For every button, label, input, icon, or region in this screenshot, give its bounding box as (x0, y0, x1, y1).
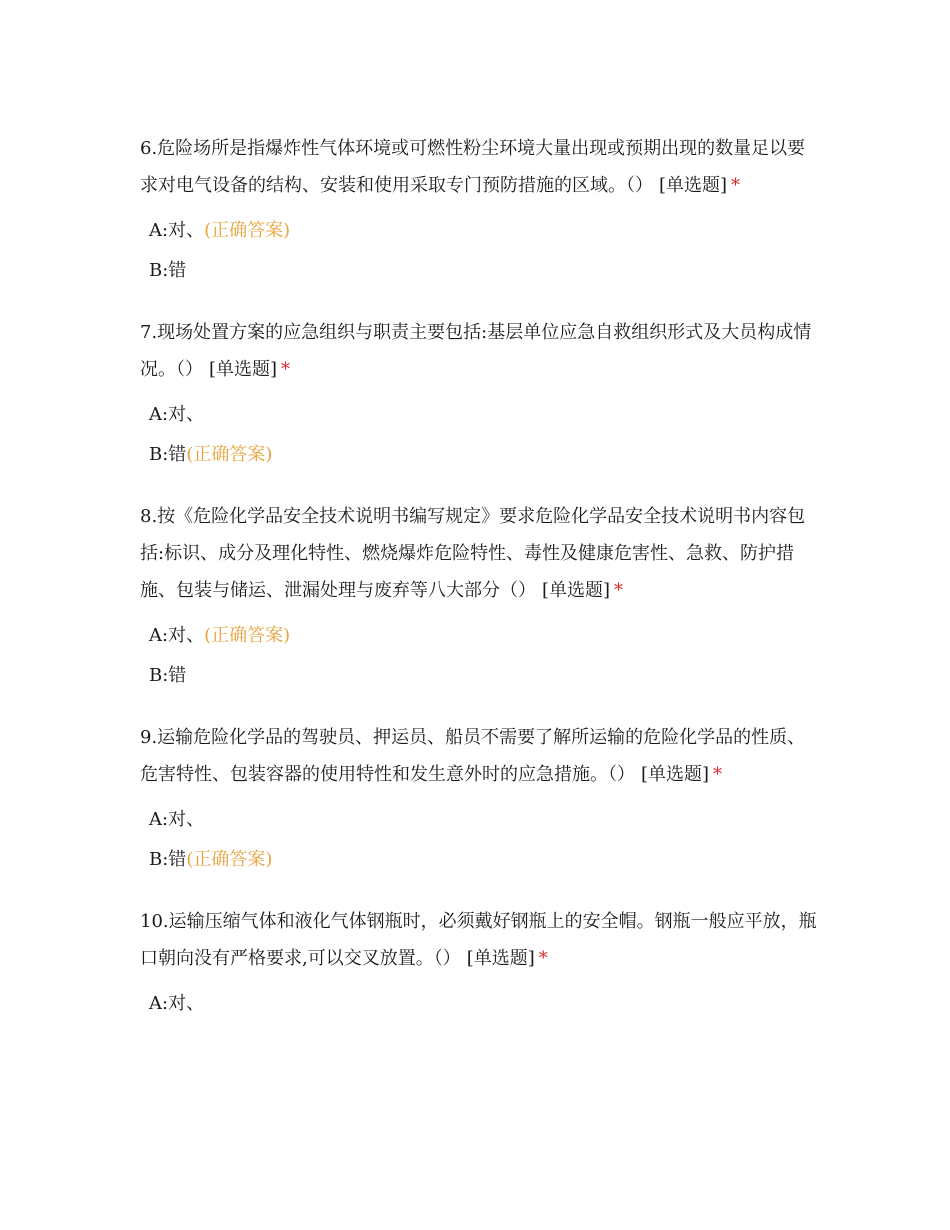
question-text (140, 719, 820, 793)
question-list (140, 130, 820, 1047)
option-a[interactable] (149, 807, 820, 833)
option-label: B:错 (149, 849, 187, 870)
option-a[interactable] (149, 991, 820, 1017)
option-label: A:对、 (149, 809, 205, 830)
required-mark: * (281, 359, 291, 380)
question-stem: 8.按《危险化学品安全技术说明书编写规定》要求危险化学品安全技术说明书内容包括:标识、成分及理化特性、燃烧爆炸危险特性、毒性及健康危害性、急救、防护措施、包装与储运、泄漏处理与废弃等八大部分（） (140, 506, 806, 601)
correct-answer-tag: (正确答案) (186, 849, 273, 870)
question-9 (140, 719, 820, 873)
required-mark: * (538, 948, 548, 969)
correct-answer-tag: (正确答案) (204, 220, 291, 241)
question-text (140, 498, 820, 609)
question-type-label: [单选题] (209, 359, 278, 380)
option-label: A:对、 (149, 220, 205, 241)
question-type-label: [单选题] (659, 175, 728, 196)
option-b[interactable] (149, 847, 820, 873)
required-mark: * (713, 764, 723, 785)
question-7 (140, 314, 820, 468)
option-b[interactable] (149, 258, 820, 284)
question-8 (140, 498, 820, 689)
question-stem: 10.运输压缩气体和液化气体钢瓶时，必须戴好钢瓶上的安全帽。钢瓶一般应平放，瓶口朝向没有严格要求,可以交叉放置。（） (140, 911, 817, 969)
option-label: A:对、 (149, 404, 205, 425)
required-mark: * (614, 580, 624, 601)
question-type-label: [单选题] (641, 764, 710, 785)
question-type-label: [单选题] (542, 580, 611, 601)
question-stem: 6.危险场所是指爆炸性气体环境或可燃性粉尘环境大量出现或预期出现的数量足以要求对电气设备的结构、安装和使用采取专门预防措施的区域。（） (140, 138, 806, 196)
option-label: A:对、 (149, 625, 205, 646)
option-label: A:对、 (149, 993, 205, 1014)
question-10 (140, 903, 820, 1017)
question-stem: 9.运输危险化学品的驾驶员、押运员、船员不需要了解所运输的危险化学品的性质、危害特性、包装容器的使用特性和发生意外时的应急措施。（） (140, 727, 806, 785)
correct-answer-tag: (正确答案) (204, 625, 291, 646)
question-stem: 7.现场处置方案的应急组织与职责主要包括:基层单位应急自救组织形式及大员构成情况。（） (140, 322, 812, 380)
question-text (140, 130, 820, 204)
option-b[interactable] (149, 442, 820, 468)
question-text (140, 903, 820, 977)
option-label: B:错 (149, 665, 187, 686)
option-a[interactable] (149, 402, 820, 428)
correct-answer-tag: (正确答案) (186, 444, 273, 465)
required-mark: * (731, 175, 741, 196)
option-a[interactable] (149, 218, 820, 244)
option-a[interactable] (149, 623, 820, 649)
question-6 (140, 130, 820, 284)
question-type-label: [单选题] (466, 948, 535, 969)
option-b[interactable] (149, 663, 820, 689)
question-text (140, 314, 820, 388)
option-label: B:错 (149, 260, 187, 281)
option-label: B:错 (149, 444, 187, 465)
